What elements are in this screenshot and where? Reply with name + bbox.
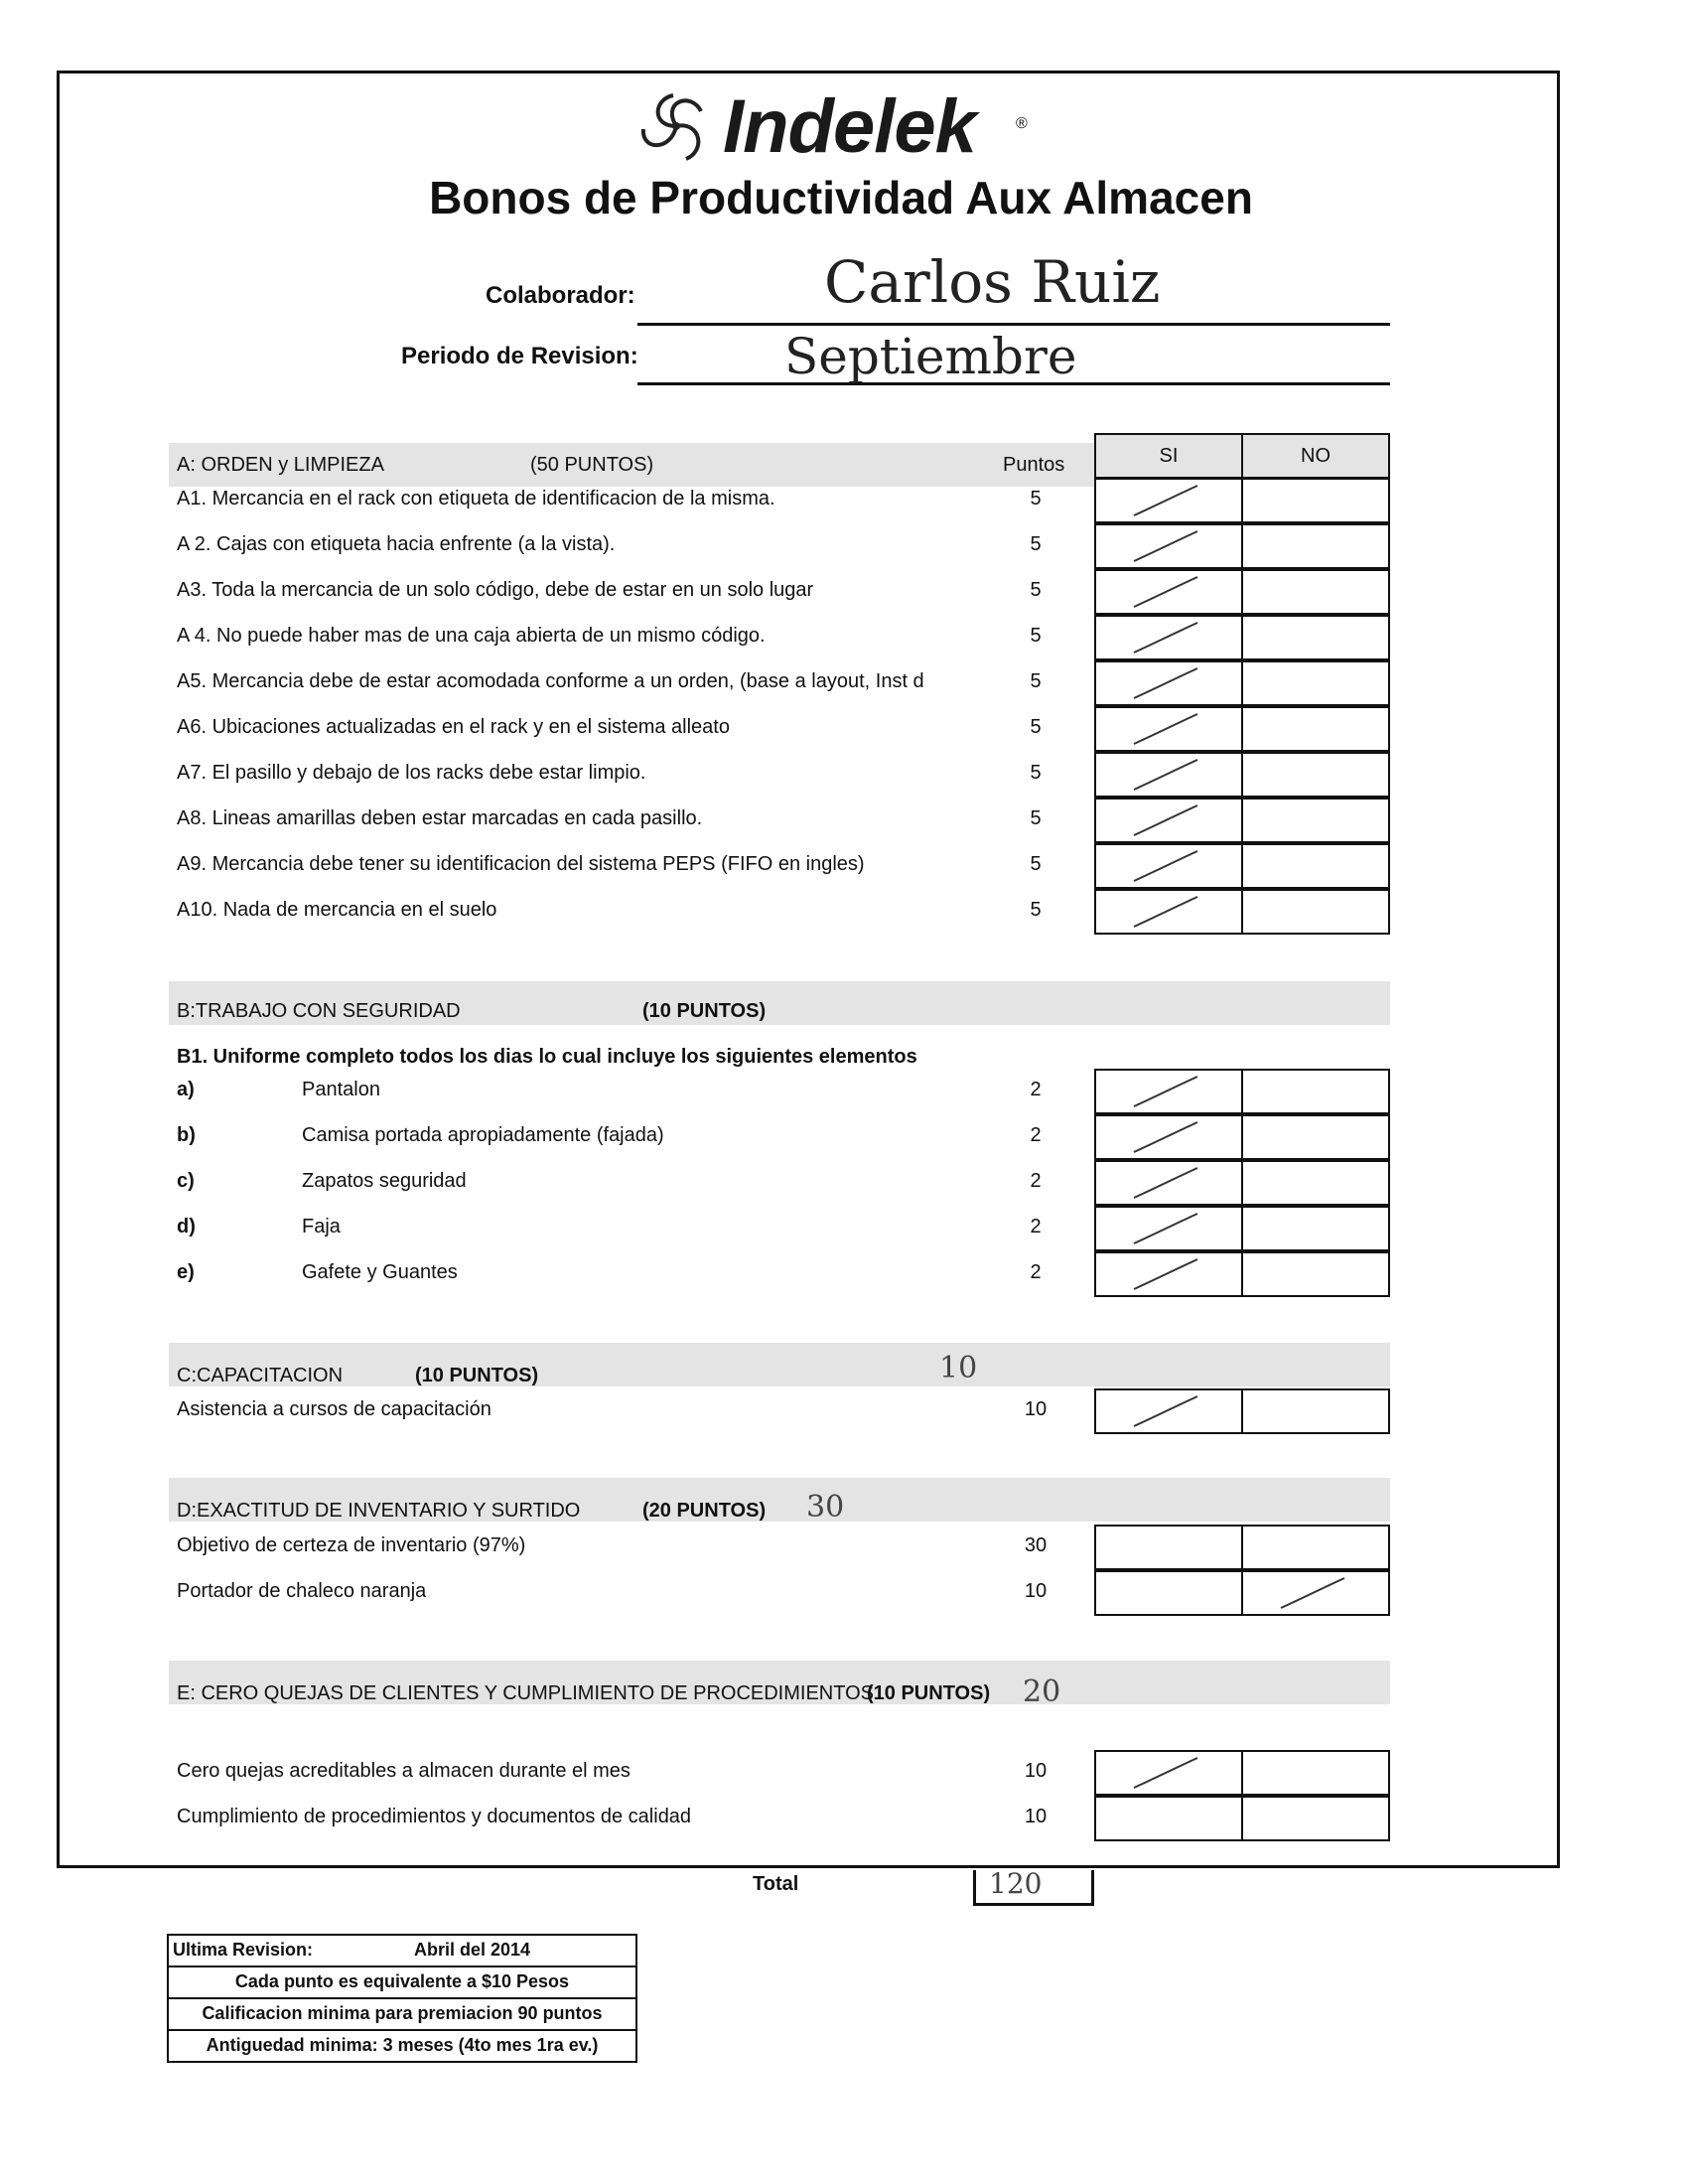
si-checkbox[interactable] xyxy=(1094,752,1243,798)
si-checkbox[interactable] xyxy=(1094,1796,1243,1841)
no-checkbox[interactable] xyxy=(1241,1525,1390,1570)
item-points: 5 xyxy=(1030,670,1042,692)
section-b-title: B:TRABAJO CON SEGURIDAD xyxy=(177,1000,461,1022)
item-text: A1. Mercancia en el rack con etiqueta de identificacion de la misma. xyxy=(177,488,775,510)
check-mark-icon xyxy=(1126,527,1205,567)
si-checkbox[interactable] xyxy=(1094,1114,1243,1160)
item-text: Asistencia a cursos de capacitación xyxy=(177,1398,491,1420)
section-a-title: A: ORDEN y LIMPIEZA xyxy=(177,454,384,476)
si-checkbox[interactable] xyxy=(1094,1206,1243,1251)
item-points: 5 xyxy=(1030,716,1042,738)
item-points: 2 xyxy=(1030,1079,1042,1100)
no-checkbox[interactable] xyxy=(1241,1251,1390,1297)
si-checkbox[interactable] xyxy=(1094,478,1243,523)
item-text: A9. Mercancia debe tener su identificacion del sistema PEPS (FIFO en ingles) xyxy=(177,853,865,875)
item-points: 2 xyxy=(1030,1170,1042,1192)
colaborador-line xyxy=(637,323,1390,326)
check-mark-icon xyxy=(1126,1255,1205,1295)
item-text: Cero quejas acreditables a almacen durante el mes xyxy=(177,1760,631,1782)
no-checkbox[interactable] xyxy=(1241,1796,1390,1841)
check-mark-icon xyxy=(1126,893,1205,933)
no-checkbox[interactable] xyxy=(1241,798,1390,843)
section-d-handwritten-score: 30 xyxy=(806,1490,845,1525)
no-checkbox[interactable] xyxy=(1241,752,1390,798)
revision-value: Abril del 2014 xyxy=(414,1940,531,1960)
check-mark-icon xyxy=(1126,1754,1205,1794)
si-checkbox[interactable] xyxy=(1094,569,1243,615)
item-text: A6. Ubicaciones actualizadas en el rack y en el sistema alleato xyxy=(177,716,730,738)
item-letter: d) xyxy=(177,1216,196,1238)
footer-line-3: Antiguedad minima: 3 meses (4to mes 1ra ev.) xyxy=(206,2035,599,2055)
si-checkbox[interactable] xyxy=(1094,1160,1243,1206)
item-points: 5 xyxy=(1030,533,1042,555)
si-header: SI xyxy=(1094,433,1243,479)
registered-mark: ® xyxy=(1016,115,1028,132)
item-points: 10 xyxy=(1024,1580,1048,1602)
item-points: 5 xyxy=(1030,762,1042,784)
brand-name: Indelek xyxy=(723,84,976,169)
section-e-handwritten-score: 20 xyxy=(1023,1674,1061,1709)
si-checkbox[interactable] xyxy=(1094,843,1243,889)
item-letter: c) xyxy=(177,1170,195,1192)
no-checkbox[interactable] xyxy=(1241,569,1390,615)
item-text: Camisa portada apropiadamente (fajada) xyxy=(302,1124,664,1146)
no-checkbox[interactable] xyxy=(1241,843,1390,889)
item-text: Cumplimiento de procedimientos y documentos de calidad xyxy=(177,1806,692,1827)
check-mark-icon xyxy=(1126,847,1205,887)
revision-box xyxy=(167,1934,637,2063)
no-checkbox[interactable] xyxy=(1241,1388,1390,1434)
total-value[interactable]: 120 xyxy=(989,1867,1043,1900)
si-checkbox[interactable] xyxy=(1094,615,1243,660)
periodo-line xyxy=(637,382,1390,385)
check-mark-icon xyxy=(1126,664,1205,704)
check-mark-icon xyxy=(1126,1164,1205,1204)
check-mark-icon xyxy=(1126,482,1205,521)
check-mark-icon xyxy=(1126,801,1205,841)
colaborador-label: Colaborador: xyxy=(486,282,635,309)
si-checkbox[interactable] xyxy=(1094,1251,1243,1297)
item-points: 10 xyxy=(1024,1806,1048,1827)
check-mark-icon xyxy=(1273,1574,1352,1614)
item-points: 5 xyxy=(1030,488,1042,510)
item-text: Gafete y Guantes xyxy=(302,1261,458,1283)
item-points: 5 xyxy=(1030,899,1042,921)
section-e-points: (10 PUNTOS) xyxy=(867,1682,991,1704)
no-checkbox[interactable] xyxy=(1241,478,1390,523)
item-text: A7. El pasillo y debajo de los racks debe estar limpio. xyxy=(177,762,646,784)
footer-line-2: Calificacion minima para premiacion 90 puntos xyxy=(169,1999,635,2031)
check-mark-icon xyxy=(1126,1118,1205,1158)
item-points: 2 xyxy=(1030,1124,1042,1146)
revision-row xyxy=(169,1936,635,1967)
no-checkbox[interactable] xyxy=(1241,660,1390,706)
si-checkbox[interactable] xyxy=(1094,1750,1243,1796)
page-title: Bonos de Productividad Aux Almacen xyxy=(429,172,1253,223)
item-points: 2 xyxy=(1030,1261,1042,1283)
colaborador-value[interactable]: Carlos Ruiz xyxy=(824,248,1161,316)
section-c-title: C:CAPACITACION xyxy=(177,1365,344,1386)
section-b-points: (10 PUNTOS) xyxy=(642,1000,767,1022)
no-checkbox[interactable] xyxy=(1241,1570,1390,1616)
section-b-subtitle: B1. Uniforme completo todos los dias lo cual incluye los siguientes elementos xyxy=(177,1046,917,1068)
item-letter: e) xyxy=(177,1261,195,1283)
indelek-logo-icon xyxy=(631,81,721,171)
item-text: A10. Nada de mercancia en el suelo xyxy=(177,899,497,921)
si-checkbox[interactable] xyxy=(1094,1570,1243,1616)
item-text: A 4. No puede haber mas de una caja abierta de un mismo código. xyxy=(177,625,766,647)
puntos-header: Puntos xyxy=(1003,454,1065,476)
item-text: A 2. Cajas con etiqueta hacia enfrente (a la vista). xyxy=(177,533,616,555)
item-text: Faja xyxy=(302,1216,341,1238)
revision-label: Ultima Revision: xyxy=(173,1940,314,1960)
item-points: 2 xyxy=(1030,1216,1042,1238)
check-mark-icon xyxy=(1126,1073,1205,1112)
section-c-points: (10 PUNTOS) xyxy=(415,1365,539,1386)
section-c-band xyxy=(169,1343,1390,1386)
no-checkbox[interactable] xyxy=(1241,1206,1390,1251)
footer-line-1: Cada punto es equivalente a $10 Pesos xyxy=(169,1967,635,1999)
item-points: 5 xyxy=(1030,807,1042,829)
no-checkbox[interactable] xyxy=(1241,523,1390,569)
item-text: A8. Lineas amarillas deben estar marcadas en cada pasillo. xyxy=(177,807,703,829)
item-text: A3. Toda la mercancia de un solo código, debe de estar en un solo lugar xyxy=(177,579,814,601)
section-e-title: E: CERO QUEJAS DE CLIENTES Y CUMPLIMIENTO DE PROCEDIMIENTOS xyxy=(177,1682,874,1704)
no-checkbox[interactable] xyxy=(1241,1160,1390,1206)
total-label: Total xyxy=(753,1873,799,1895)
check-mark-icon xyxy=(1126,573,1205,613)
item-text: Objetivo de certeza de inventario (97%) xyxy=(177,1534,526,1556)
si-checkbox[interactable] xyxy=(1094,1069,1243,1114)
section-d-points: (20 PUNTOS) xyxy=(642,1500,767,1522)
item-points: 5 xyxy=(1030,853,1042,875)
section-c-handwritten-score: 10 xyxy=(939,1351,978,1385)
si-checkbox[interactable] xyxy=(1094,660,1243,706)
periodo-label: Periodo de Revision: xyxy=(401,343,638,369)
item-text: Zapatos seguridad xyxy=(302,1170,467,1192)
item-letter: a) xyxy=(177,1079,195,1100)
si-checkbox[interactable] xyxy=(1094,889,1243,935)
item-text: Pantalon xyxy=(302,1079,380,1100)
no-checkbox[interactable] xyxy=(1241,1750,1390,1796)
item-points: 30 xyxy=(1024,1534,1048,1556)
no-checkbox[interactable] xyxy=(1241,1069,1390,1114)
periodo-value[interactable]: Septiembre xyxy=(784,328,1077,385)
si-checkbox[interactable] xyxy=(1094,523,1243,569)
item-points: 5 xyxy=(1030,579,1042,601)
item-points: 5 xyxy=(1030,625,1042,647)
check-mark-icon xyxy=(1126,710,1205,750)
no-checkbox[interactable] xyxy=(1241,706,1390,752)
si-checkbox[interactable] xyxy=(1094,1525,1243,1570)
check-mark-icon xyxy=(1126,756,1205,796)
si-checkbox[interactable] xyxy=(1094,798,1243,843)
si-checkbox[interactable] xyxy=(1094,706,1243,752)
no-header: NO xyxy=(1241,433,1390,479)
item-letter: b) xyxy=(177,1124,196,1146)
si-checkbox[interactable] xyxy=(1094,1388,1243,1434)
item-text: Portador de chaleco naranja xyxy=(177,1580,427,1602)
item-points: 10 xyxy=(1024,1760,1048,1782)
item-text: A5. Mercancia debe de estar acomodada conforme a un orden, (base a layout, Inst d xyxy=(177,670,924,692)
item-points: 10 xyxy=(1024,1398,1048,1420)
no-checkbox[interactable] xyxy=(1241,1114,1390,1160)
no-checkbox[interactable] xyxy=(1241,889,1390,935)
no-checkbox[interactable] xyxy=(1241,615,1390,660)
check-mark-icon xyxy=(1126,619,1205,658)
section-a-points: (50 PUNTOS) xyxy=(530,454,654,476)
section-d-title: D:EXACTITUD DE INVENTARIO Y SURTIDO xyxy=(177,1500,581,1522)
check-mark-icon xyxy=(1126,1392,1205,1432)
check-mark-icon xyxy=(1126,1210,1205,1249)
